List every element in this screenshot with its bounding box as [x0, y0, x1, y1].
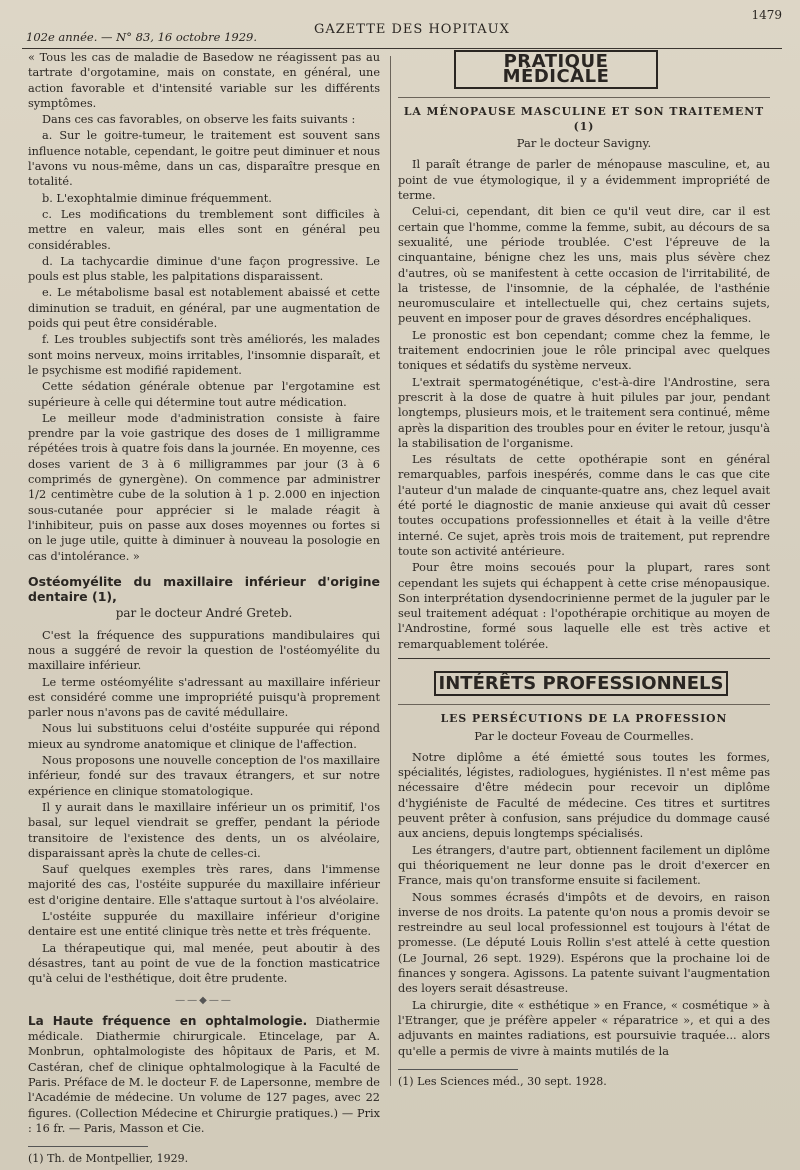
section-banner: PRATIQUE MÉDICALE [454, 50, 658, 89]
section-paragraph: Il y aurait dans le maxillaire inférieur un os primitif, l'os basal, sur lequel viendrait se greffer, pendant la période transitoire de l'existence des dents, un os alvéolaire, disparaissant après la chute de celles-ci. [28, 800, 380, 860]
footnote-rule [398, 1069, 518, 1070]
section-rule [398, 658, 770, 659]
intro-paragraph: d. La tachycardie diminue d'une façon progressive. Le pouls est plus stable, les palpitations disparaissent. [28, 254, 380, 284]
section-paragraph: Nous proposons une nouvelle conception de l'os maxillaire inférieur, fondé sur des travaux étrangers, et sur notre expérience en clinique stomatologique. [28, 754, 380, 798]
article-paragraph: La chirurgie, dite « esthétique » en France, « cosmétique » à l'Etranger, que je préfère appeler « réparatrice », et qui a des adjuvants en maintes radiations, est poursuivie traquée... alors qu'elle a permis de vivre à maints mutilés de la [398, 998, 770, 1058]
article-author: Par le docteur Savigny. [516, 136, 652, 151]
section-paragraph: Le terme ostéomyélite s'adressant au maxillaire inférieur est considéré comme une impropriété puisqu'à proprement parler nous n'avons pas de cavité médullaire. [28, 675, 380, 720]
intro-paragraph: e. Le métabolisme basal est notablement abaissé et cette diminution se traduit, en général, par une augmentation de poids qui peut être considérable. [28, 286, 380, 331]
article-paragraph: Il paraît étrange de parler de ménopause masculine, et, au point de vue étymologique, il y a évidemment impropriété de terme. [398, 158, 770, 203]
right-column [398, 50, 770, 1090]
left-column [28, 50, 380, 1167]
intro-paragraph: Le meilleur mode d'administration consiste à faire prendre par la voie gastrique des doses de 1 milligramme répétées trois à quatre fois dans la journée. En moyenne, ces doses varient de 3 à 6 milligrammes par jour (3 à 6 comprimés de gynergène). On commence par administrer 1/2 centimètre cube de la solution à 1 p. 2.000 en injection sous-cutanée pour apprécier si le malade réagit à l'inhibiteur, puis on passe aux doses moyennes ou fortes si on le juge utile, quitte à diminuer à nouveau la posologie en cas d'intolérance. » [28, 411, 380, 563]
book-notice [28, 1014, 380, 1136]
footnote-rule [28, 1146, 148, 1147]
book-text: Diathermie médicale. Diathermie chirurgicale. Etincelage, par A. Monbrun, ophtalmologiste des hôpitaux de Paris, et M. Castéran, chef de clinique ophtalmologique à la Faculté de Paris. Préface de M. le docteur F. de Lapersonne, membre de l'Académie de médecine. Un volume de 127 pages, avec 22 figures. (Collection Médecine et Chirurgie pratiques.) — Prix : 16 fr. — Paris, Masson et Cie. [28, 1014, 380, 1135]
article-paragraph: Les résultats de cette opothérapie sont en général remarquables, parfois inespérés, comme dans le cas que cite l'auteur d'un malade de cinquante-quatre ans, chez lequel avait été porté le diagnostic de manie anxieuse qui avait dû cesser toutes occupations professionnelles et était à la veille d'être interné. Ce sujet, après trois mois de traitement, put reprendre toute son activité antérieure. [398, 453, 770, 558]
intro-paragraph: f. Les troubles subjectifs sont très améliorés, les malades sont moins nerveux, moins irritables, l'insomnie disparaît, et le psychisme est modifié rapidement. [28, 333, 380, 377]
article-paragraph: Notre diplôme a été émietté sous toutes les formes, spécialités, légistes, radiologues, hygiénistes. Il n'est même pas nécessaire d'être médecin pour recevoir un diplôme d'hygiéniste de Faculté de médecine. Ces titres et surtitres peuvent prêter à confusion, sans préjudice du dommage causé aux anciens, depuis longtemps spécialisés. [398, 750, 770, 841]
intro-paragraph: Dans ces cas favorables, on observe les faits suivants : [42, 113, 356, 127]
footnote: (1) Les Sciences méd., 30 sept. 1928. [398, 1074, 607, 1088]
article-paragraph: Le pronostic est bon cependant; comme chez la femme, le traitement endocrinien joue le rôle principal avec quelques toniques et sédatifs du système nerveux. [398, 328, 770, 373]
section-paragraph: C'est la fréquence des suppurations mandibulaires qui nous a suggéré de revoir la question de l'ostéomyélite du maxillaire inférieur. [28, 628, 380, 673]
ornament-divider: ——◆—— [175, 994, 233, 1006]
banner-rule [398, 704, 770, 705]
intro-paragraph: a. Sur le goitre-tumeur, le traitement est souvent sans influence notable, cependant, le goitre peut diminuer et nous l'avons vu nous-même, dans un cas, disparaître presque en totalité. [28, 129, 380, 189]
article-paragraph: Nous sommes écrasés d'impôts et de devoirs, en raison inverse de nos droits. La patente qu'on nous a promis devoir se restreindre au seul local professionnel est toujours à l'état de promesse. (Le député Louis Rollin s'est attelé à cette question (Le Journal, 26 sept. 1929). Espérons que la prochaine loi de finances y songera. Agissons. La patente suivant l'augmentation des loyers serait désastreuse. [398, 890, 770, 996]
section-author: par le docteur André Greteb. [115, 606, 293, 621]
section-paragraph: L'ostéite suppurée du maxillaire inférieur d'origine dentaire est une entité clinique très nette et très fréquente. [28, 910, 380, 939]
book-title: La Haute fréquence en ophtalmologie. [28, 1013, 308, 1028]
page-header [22, 8, 782, 44]
footnote: (1) Th. de Montpellier, 1929. [28, 1152, 189, 1166]
issue-line: 102e année. — N° 83, 16 octobre 1929. [26, 30, 258, 44]
header-rule [22, 48, 782, 49]
journal-title: GAZETTE DES HOPITAUX [314, 22, 510, 37]
article-paragraph: Les étrangers, d'autre part, obtiennent facilement un diplôme qui théoriquement ne leur donne pas le droit d'exercer en France, mais qu'on transforme ensuite si facilement. [398, 843, 770, 888]
banner-rule [398, 97, 770, 98]
intro-paragraph: « Tous les cas de maladie de Basedow ne réagissent pas au tartrate d'orgotamine, mais on constate, en général, une action favorable et d'intensité variable sur les différents symptômes. [28, 51, 380, 110]
article-paragraph: Pour être moins secoués pour la plupart, rares sont cependant les sujets qui échappent à cette crise ménopausique. Son interprétation dysendocrinienne permet de la juguler par le seul traitement adéquat : l'opothérapie orchitique au moyen de l'Androstine, formé sous laquelle elle est très active et remarquablement tolérée. [398, 561, 770, 651]
intro-paragraph: c. Les modifications du tremblement sont difficiles à mettre en valeur, mais elles sont en général peu considérables. [28, 207, 380, 252]
section-paragraph: La thérapeutique qui, mal menée, peut aboutir à des désastres, tant au point de vue de la fonction masticatrice qu'à celui de l'esthétique, doit être prudente. [28, 941, 380, 986]
section-paragraph: Nous lui substituons celui d'ostéite suppurée qui répond mieux au syndrome anatomique et clinique de l'affection. [28, 722, 380, 751]
article-title: LES PERSÉCUTIONS DE LA PROFESSION [440, 712, 728, 726]
intro-paragraph: b. L'exophtalmie diminue fréquemment. [42, 191, 272, 205]
section-banner: INTÉRÊTS PROFESSIONNELS [434, 671, 728, 696]
section-paragraph: Sauf quelques exemples très rares, dans l'immense majorité des cas, l'ostéite suppurée du maxillaire inférieur est d'origine dentaire. Elle s'attaque surtout à l'os alvéolaire. [28, 863, 380, 907]
section-title: Ostéomyélite du maxillaire inférieur d'origine dentaire (1), [28, 573, 380, 605]
article-author: Par le docteur Foveau de Courmelles. [474, 728, 694, 743]
article-paragraph: L'extrait spermatogénétique, c'est-à-dire l'Androstine, sera prescrit à la dose de quatre à huit pilules par jour, pendant longtemps, plusieurs mois, et le traitement sera continué, même après la disparition des troubles pour en éviter le retour, jusqu'à la stabilisation de l'organisme. [398, 375, 770, 450]
article-paragraph: Celui-ci, cependant, dit bien ce qu'il veut dire, car il est certain que l'homme, comme la femme, subit, au décours de sa sexualité, une période troublée. C'est l'épreuve de la cinquantaine, bénigne chez les uns, mais plus sévère chez d'autres, où se manifestent à cette occasion de l'irritabilité, de la tristesse, de l'insomnie, de la céphalée, de l'asthénie neuromusculaire et intellectuelle qui, chez certains sujets, peuvent en imposer pour de graves désordres encéphaliques. [398, 205, 770, 326]
article-title: LA MÉNOPAUSE MASCULINE ET SON TRAITEMENT (1) [403, 104, 765, 133]
column-divider [390, 56, 391, 1086]
intro-paragraph: Cette sédation générale obtenue par l'ergotamine est supérieure à celle qui détermine tout autre médication. [28, 380, 380, 409]
page-number: 1479 [751, 8, 782, 22]
